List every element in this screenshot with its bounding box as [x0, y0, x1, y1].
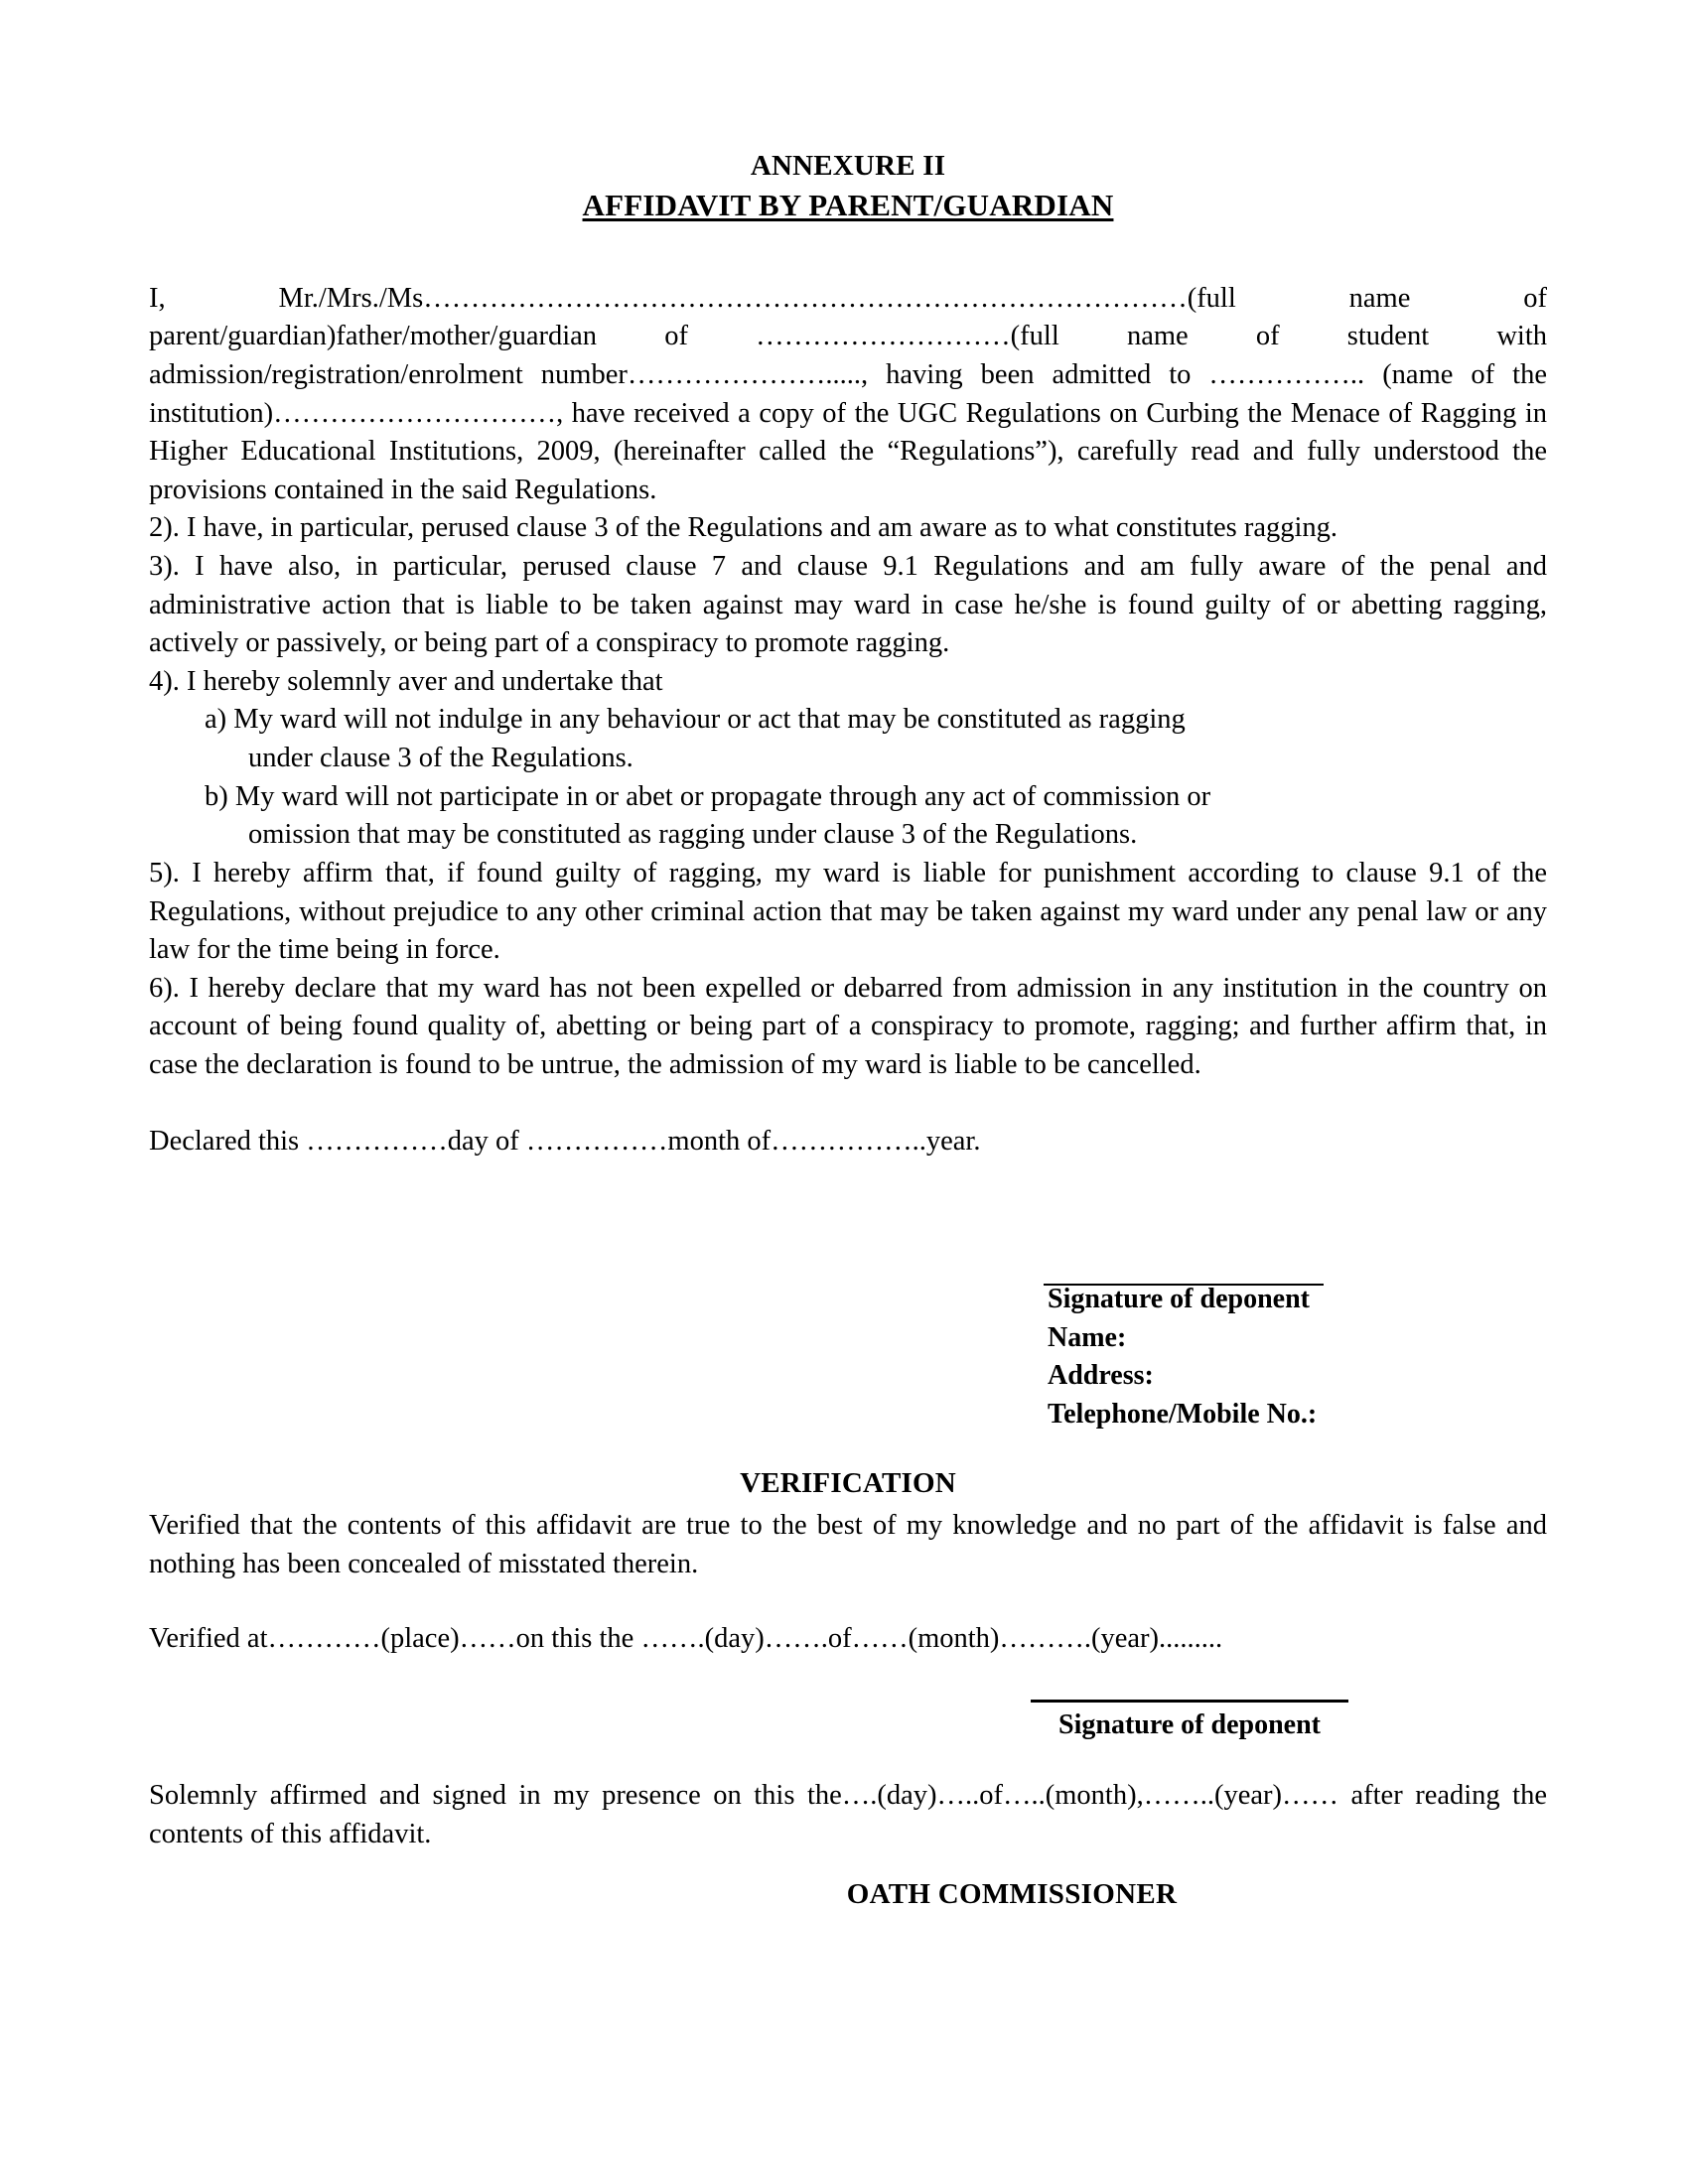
page-subtitle-text: AFFIDAVIT BY PARENT/GUARDIAN: [582, 187, 1114, 222]
signature-of-deponent-label-bottom: Signature of deponent: [1058, 1709, 1321, 1740]
verification-body: [149, 1507, 1547, 1583]
clause-4-item-a: [149, 701, 1547, 777]
clause-6-paragraph: 6). I hereby declare that my ward has not been expelled or debarred from admission in any institution in the country on account of being found quality of, abetting or being part of a conspiracy to promote, ragging; and further affirm that, in case the declaration is found to be untrue, the admission of my ward is liable to be cancelled.: [149, 972, 1547, 1080]
signature-of-deponent-text-top: Signature of deponent: [1048, 1281, 1310, 1319]
deponent-name-label: Name:: [1048, 1321, 1127, 1353]
signature-of-deponent-label-top: [1048, 1281, 1317, 1319]
verified-at-line: Verified at…………(place)……on this the …….(day)…….of……(month)……….(year).........: [149, 1623, 1223, 1654]
deponent-telephone-label: Telephone/Mobile No.:: [1048, 1398, 1318, 1430]
signature-line-rule: [1031, 1700, 1348, 1703]
clause-4-item-b-line1: b) My ward will not participate in or abet or propagate through any act of commission or: [205, 780, 1211, 812]
affidavit-body: [149, 280, 1547, 1160]
declared-date-line: Declared this ……………day of ……………month of……………..year.: [149, 1125, 981, 1157]
intro-paragraph: I, Mr./Mrs./Ms………………………………………………………………………(full name of parent/guardian)father/mother/guardian of ………………………(full name of student with admission/registration/enrolment number…………………....., having been admitted to …………….. (name of the institution)…………………………, have received a copy of the UGC Regulations on Curbing the Menace of Ragging in Higher Educational Institutions, 2009, (hereinafter called the “Regulations”), carefully read and fully understood the provisions contained in the said Regulations.: [149, 282, 1547, 505]
page-subtitle: [149, 187, 1547, 224]
deponent-signature-block-top: [1048, 1281, 1317, 1434]
clause-4-item-b-line2: omission that may be constituted as ragging under clause 3 of the Regulations.: [248, 819, 1138, 851]
page-title: ANNEXURE II: [750, 150, 946, 182]
deponent-signature-block-bottom: [1031, 1700, 1348, 1745]
oath-commissioner-block: [149, 1878, 1547, 1911]
clause-4-item-a-line1: a) My ward will not indulge in any behaviour or act that may be constituted as ragging: [205, 704, 1186, 736]
clause-4-intro: 4). I hereby solemnly aver and undertake that: [149, 665, 663, 697]
clause-4-item-b: [149, 778, 1547, 855]
deponent-address-label: Address:: [1048, 1360, 1154, 1392]
clause-3-paragraph: 3). I have also, in particular, perused clause 7 and clause 9.1 Regulations and am fully aware of the penal and administrative action that is liable to be taken against may ward in case he/she is found guilty of or abetting ragging, actively or passively, or being part of a conspiracy to promote ragging.: [149, 551, 1547, 659]
oath-commissioner-label: OATH COMMISSIONER: [846, 1878, 1178, 1910]
clause-2-paragraph: 2). I have, in particular, perused clause 3 of the Regulations and am aware as to what constitutes ragging.: [149, 512, 1338, 544]
clause-5-paragraph: 5). I hereby affirm that, if found guilty of ragging, my ward is liable for punishment according to clause 9.1 of the Regulations, without prejudice to any other criminal action that may be taken against my ward under any penal law or any law for the time being in force.: [149, 857, 1547, 966]
clause-4-item-a-line2: under clause 3 of the Regulations.: [248, 743, 633, 774]
affirmation-block: [149, 1777, 1547, 1853]
verification-heading: VERIFICATION: [740, 1467, 956, 1499]
affirmation-text: Solemnly affirmed and signed in my presence on this the….(day)…..of…..(month),……..(year)…… after reading the contents of this affidavit.: [149, 1780, 1547, 1849]
verification-text: Verified that the contents of this affidavit are true to the best of my knowledge and no part of the affidavit is false and nothing has been concealed of misstated therein.: [149, 1510, 1547, 1579]
